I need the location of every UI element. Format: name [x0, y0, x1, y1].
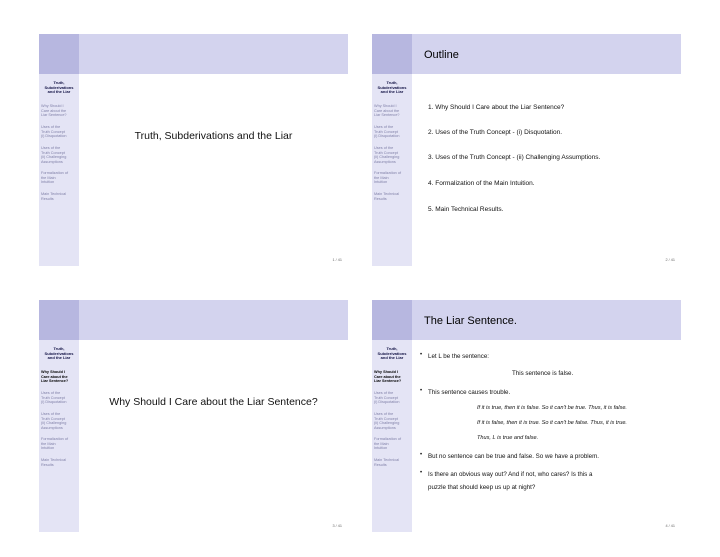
slide-title: Why Should I Care about the Liar Sentence?: [109, 396, 318, 408]
sidebar-item-label: Care about the: [41, 108, 67, 113]
sidebar-item-label: Intuition: [41, 446, 55, 451]
sidebar-item-label: the Main: [374, 175, 389, 180]
sidebar-title-line: Truth,: [386, 346, 398, 351]
sidebar-item-label: Why Should I: [374, 104, 397, 108]
sidebar-item-label: Results: [41, 462, 54, 467]
toc-item[interactable]: 4. Formalization of the Main Intuition.: [428, 180, 535, 187]
toc-item[interactable]: 1. Why Should I Care about the Liar Sentence?: [428, 104, 565, 111]
sidebar-title: [39, 81, 79, 95]
sidebar-item-results[interactable]: [374, 458, 411, 467]
bullet-icon: •: [420, 352, 423, 358]
sidebar-title-line: and the Liar: [47, 355, 71, 361]
sidebar-item-label: (ii) Challenging: [41, 421, 67, 426]
sidebar-item-label: Assumptions: [41, 425, 63, 430]
sidebar-title-line: and the Liar: [47, 89, 71, 95]
sidebar-item-label: Intuition: [374, 446, 388, 451]
sidebar-item-label: Why Should I: [374, 370, 399, 374]
sidebar-item-label: Main Technical: [374, 192, 400, 196]
sidebar-item-label: (i) Disquotation: [374, 134, 400, 139]
sidebar-item-label: the Main: [374, 441, 389, 446]
sidebar-title-line: and the Liar: [380, 355, 404, 361]
sidebar-title-line: Truth,: [53, 80, 65, 85]
sidebar: [39, 74, 79, 266]
sidebar-item-liar[interactable]: [41, 104, 78, 118]
sidebar-item-label: Why Should I: [41, 370, 66, 374]
argument-line-1: If it is true, then it is false. So it can't be true. Thus, it is false.: [477, 405, 627, 411]
sidebar-item-label: (ii) Challenging: [374, 155, 400, 160]
sidebar-item-label: Truth Concept: [374, 150, 398, 155]
page-number: 2 / 41: [665, 258, 675, 262]
header-left-block: [372, 300, 412, 340]
sidebar-item-challenging[interactable]: [374, 146, 411, 164]
frame-title: The Liar Sentence.: [424, 315, 517, 327]
sidebar-item-label: (ii) Challenging: [41, 155, 67, 160]
sidebar-title: [39, 347, 79, 361]
header-left-block: [39, 300, 79, 340]
sidebar-item-label: the Main: [41, 175, 56, 180]
sidebar-item-liar[interactable]: [374, 104, 411, 118]
sidebar-item-disquotation[interactable]: [374, 125, 411, 139]
sidebar-item-results[interactable]: [41, 458, 78, 467]
sidebar-title-line: Truth,: [386, 80, 398, 85]
sidebar-title-line: Truth,: [53, 346, 65, 351]
header-left-block: [39, 34, 79, 74]
sidebar-item-formalization[interactable]: [374, 171, 411, 185]
sidebar-item-label: Formalization of: [374, 437, 402, 441]
sidebar-item-label: Uses of the: [41, 391, 61, 395]
sidebar-item-label: Care about the: [374, 374, 401, 379]
header-left-block: [372, 34, 412, 74]
sidebar-item-label: Formalization of: [374, 171, 402, 175]
sidebar-item-label: Uses of the: [41, 146, 61, 150]
frame-title: Outline: [424, 49, 459, 61]
sidebar-item-label: (i) Disquotation: [374, 400, 400, 405]
sidebar-item-label: Uses of the: [41, 412, 61, 416]
sidebar-item-label: Formalization of: [41, 171, 69, 175]
sidebar-item-label: Uses of the: [374, 391, 394, 395]
sidebar-item-label: Truth Concept: [41, 416, 65, 421]
sidebar-item-challenging[interactable]: [374, 412, 411, 430]
sidebar-item-label: (i) Disquotation: [41, 400, 67, 405]
sidebar-item-disquotation[interactable]: [41, 391, 78, 405]
sidebar: [372, 340, 412, 532]
sidebar-title-line: Subderivations: [44, 84, 74, 90]
bullet-icon: •: [420, 470, 423, 476]
sidebar-title-line: Subderivations: [44, 350, 74, 356]
sidebar-item-label: Truth Concept: [374, 129, 398, 134]
toc-item[interactable]: 5. Main Technical Results.: [428, 206, 504, 213]
sidebar-item-label: Assumptions: [374, 425, 396, 430]
argument-line-2: If it is false, then it is true. So it can't be false. Thus, it is true.: [477, 420, 627, 426]
trouble-statement: This sentence causes trouble.: [428, 389, 511, 396]
sidebar-item-challenging[interactable]: [41, 412, 78, 430]
sidebar-item-label: Truth Concept: [374, 395, 398, 400]
slide-2: [372, 34, 681, 266]
header-band: [39, 300, 348, 340]
sidebar-item-label: Results: [41, 196, 54, 201]
sidebar-item-results[interactable]: [41, 192, 78, 201]
slide-3: [39, 300, 348, 532]
sidebar-item-label: Truth Concept: [41, 395, 65, 400]
sidebar-item-label: Uses of the: [374, 146, 394, 150]
sidebar-item-label: Main Technical: [41, 458, 67, 462]
sidebar: [39, 340, 79, 532]
question-line-2: puzzle that should keep us up at night?: [428, 484, 536, 491]
sidebar-item-label: Main Technical: [41, 192, 67, 196]
sidebar-item-formalization[interactable]: [374, 437, 411, 451]
question-line-1: Is there an obvious way out? And if not, who cares? Is this a: [428, 471, 593, 478]
sidebar-item-formalization[interactable]: [41, 171, 78, 185]
sidebar-title-line: Subderivations: [377, 350, 407, 356]
page-number: 3 / 41: [332, 524, 342, 528]
sidebar-item-label: Formalization of: [41, 437, 69, 441]
liar-definition: Let L be the sentence:: [428, 353, 490, 360]
slide-1: [39, 34, 348, 266]
slide-title: Truth, Subderivations and the Liar: [134, 130, 293, 142]
sidebar-item-label: Results: [374, 462, 387, 467]
sidebar-item-label: Truth Concept: [41, 150, 65, 155]
bullet-icon: •: [420, 388, 423, 394]
sidebar-item-label: Assumptions: [374, 159, 396, 164]
slide-4: [372, 300, 681, 532]
sidebar-item-label: Liar Sentence?: [41, 379, 69, 384]
page-number: 4 / 41: [665, 524, 675, 528]
sidebar-item-label: Intuition: [41, 180, 55, 185]
sidebar-item-label: Intuition: [374, 180, 388, 185]
sidebar: [372, 74, 412, 266]
argument-line-3: Thus, L is true and false.: [477, 435, 539, 441]
sidebar-item-label: (ii) Challenging: [374, 421, 400, 426]
header-band: [39, 34, 348, 74]
sidebar-item-label: Uses of the: [41, 125, 61, 129]
sidebar-title-line: and the Liar: [380, 89, 404, 95]
sidebar-item-label: Uses of the: [374, 412, 394, 416]
sidebar-item-label: Liar Sentence?: [374, 113, 400, 118]
sidebar-item-formalization[interactable]: [41, 437, 78, 451]
sidebar-item-label: Main Technical: [374, 458, 400, 462]
sidebar-item-label: Care about the: [41, 374, 68, 379]
bullet-icon: •: [420, 452, 423, 458]
sidebar-item-label: Results: [374, 196, 387, 201]
sidebar-item-label: Care about the: [374, 108, 400, 113]
page-number: 1 / 41: [332, 258, 342, 262]
sidebar-item-disquotation[interactable]: [41, 125, 78, 139]
sidebar-item-disquotation[interactable]: [374, 391, 411, 405]
toc-item[interactable]: 2. Uses of the Truth Concept - (i) Disquotation.: [428, 129, 563, 136]
sidebar-item-label: Why Should I: [41, 104, 64, 108]
sidebar-item-challenging[interactable]: [41, 146, 78, 164]
sidebar-item-label: Assumptions: [41, 159, 63, 164]
sidebar-item-label: Truth Concept: [41, 129, 65, 134]
sidebar-item-results[interactable]: [374, 192, 411, 201]
sidebar-item-liar[interactable]: [41, 370, 78, 384]
sidebar-item-label: the Main: [41, 441, 56, 446]
sidebar-item-label: (i) Disquotation: [41, 134, 67, 139]
sidebar-title-line: Subderivations: [377, 84, 407, 90]
sidebar-item-liar[interactable]: [374, 370, 411, 384]
sidebar-item-label: Uses of the: [374, 125, 394, 129]
liar-sentence: This sentence is false.: [512, 370, 574, 377]
sidebar-item-label: Truth Concept: [374, 416, 398, 421]
sidebar-title: [372, 347, 412, 361]
sidebar-item-label: Liar Sentence?: [41, 113, 67, 118]
problem-statement: But no sentence can be true and false. So we have a problem.: [428, 453, 599, 460]
toc-item[interactable]: 3. Uses of the Truth Concept - (ii) Challenging Assumptions.: [428, 154, 601, 161]
sidebar-title: [372, 81, 412, 95]
sidebar-item-label: Liar Sentence?: [374, 379, 402, 384]
